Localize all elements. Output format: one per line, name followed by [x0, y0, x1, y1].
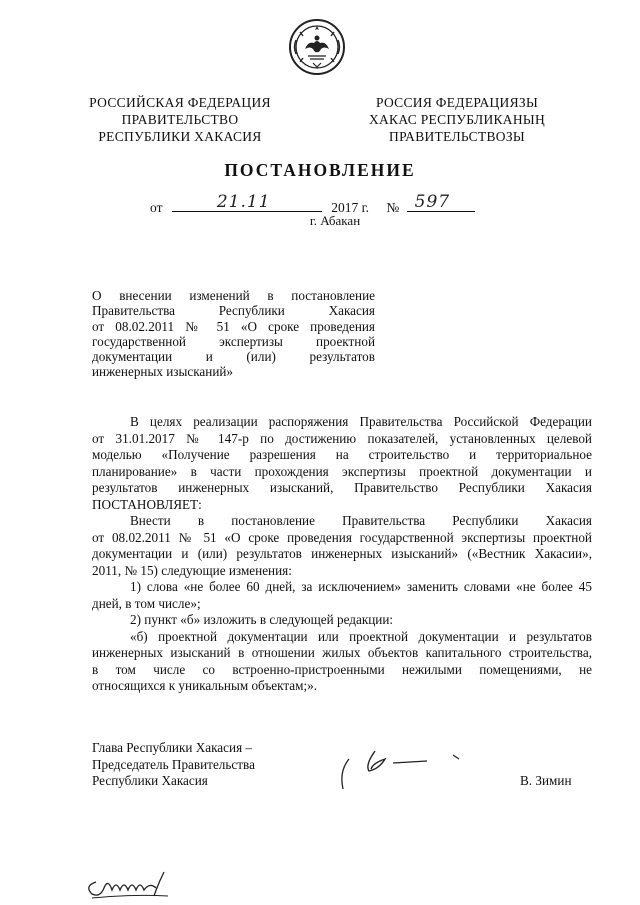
signature-position [92, 740, 255, 790]
body-line: моделью «Получение разрешения на строительство и территориальное [92, 447, 592, 462]
body-text [92, 414, 592, 695]
header-right-block [352, 94, 562, 145]
body-line: от 31.01.2017 № 147-р по достижению показателей, установленных целевой [92, 430, 592, 446]
subject-block [92, 288, 375, 380]
body-line: «б) проектной документации или проектной документации и результатов [130, 628, 592, 644]
body-line: от 08.02.2011 № 51 «О сроке проведения государственной экспертизы проектной [92, 529, 592, 545]
signatory-name: В. Зимин [520, 773, 572, 788]
header-right-line: ПРАВИТЕЛЬСТВОЗЫ [389, 129, 525, 144]
body-line: результатов инженерных изысканий, Правительство Республики Хакасия [92, 480, 592, 495]
body-line: дней, в том числе»; [92, 595, 201, 611]
header-left-line: ПРАВИТЕЛЬСТВО [121, 112, 239, 127]
body-line: 1) слова «не более 60 дней, за исключением» заменить словами «не более 45 [130, 579, 592, 594]
body-line: в том числе со встроенно-пристроенными нежилыми помещениями, не [92, 661, 592, 677]
date-from-label: от [150, 200, 163, 215]
body-line: 2) пункт «б» изложить в следующей редакции: [130, 612, 394, 627]
number-handwritten: 597 [414, 192, 451, 212]
body-line: Внести в постановление Правительства Республики Хакасия [130, 513, 592, 528]
body-line: планирование» в части прохождения экспертизы проектной документации и [92, 463, 592, 479]
body-line: 2011, № 15) следующие изменения: [92, 562, 292, 578]
number-label: № [386, 200, 400, 215]
subject-line: государственной экспертизы проектной [92, 333, 375, 349]
city-label: г. Абакан [309, 213, 361, 228]
subject-line: О внесении изменений в постановление [92, 288, 375, 303]
header-right-line: ХАКАС РЕСПУБЛИКАНЫҢ [368, 112, 546, 127]
subject-line: документации и (или) результатов [92, 349, 375, 365]
body-line: относящихся к уникальным объектам;». [92, 678, 318, 693]
signature-position-line: Республики Хакасия [92, 773, 208, 788]
date-handwritten: 21.11 [216, 192, 271, 212]
signature-position-line: Глава Республики Хакасия – [92, 740, 253, 755]
body-line: документации и (или) результатов инженерных изысканий» («Вестник Хакасии», [92, 546, 592, 561]
year-label: 2017 г. [331, 200, 369, 215]
body-line: ПОСТАНОВЛЯЕТ: [92, 496, 202, 512]
header-left-line: РОССИЙСКАЯ ФЕДЕРАЦИЯ [89, 95, 271, 110]
header-right-line: РОССИЯ ФЕДЕРАЦИЯЗЫ [375, 95, 539, 110]
header-left-block [80, 94, 280, 145]
number-field [407, 192, 475, 212]
signature-position-line: Председатель Правительства [92, 756, 255, 772]
handwritten-approval-mark [82, 868, 182, 902]
header-left-line: РЕСПУБЛИКИ ХАКАСИЯ [98, 129, 262, 144]
subject-line: инженерных изысканий» [92, 364, 234, 380]
body-line: В целях реализации распоряжения Правительства Российской Федерации [130, 414, 592, 429]
subject-line: от 08.02.2011 № 51 «О сроке проведения [92, 318, 375, 334]
handwritten-signature [335, 745, 475, 797]
subject-line: Правительства Республики Хакасия [92, 303, 375, 319]
coat-of-arms-emblem [288, 18, 346, 76]
body-line: инженерных изысканий в отношении жилых объектов капитального строительства, [92, 645, 592, 660]
document-title: ПОСТАНОВЛЕНИЕ [224, 160, 416, 180]
date-field [172, 192, 322, 212]
